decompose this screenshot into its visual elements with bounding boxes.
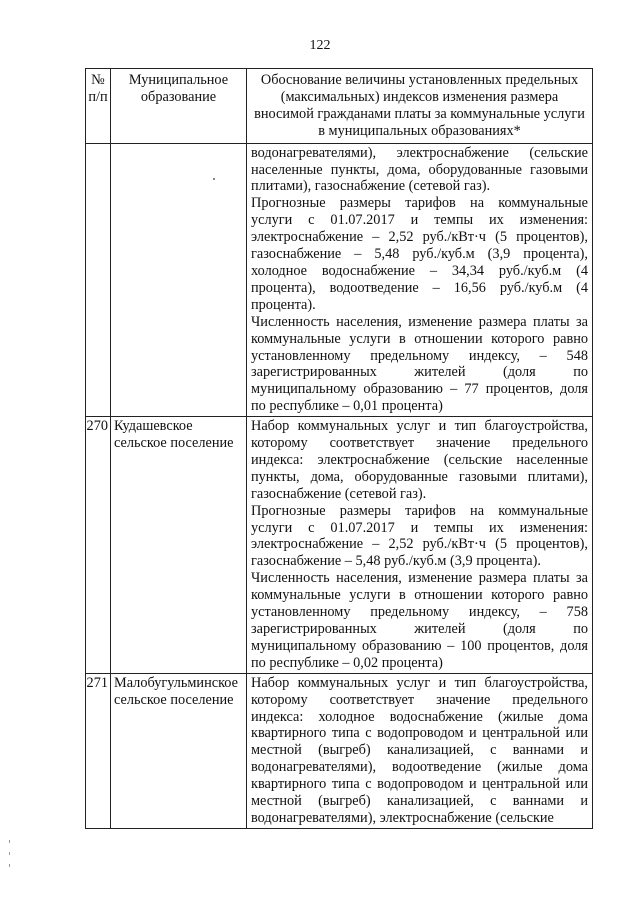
table-row bbox=[86, 143, 593, 417]
header-number: № п/п bbox=[86, 69, 111, 144]
row-justification bbox=[247, 143, 593, 417]
table-row bbox=[86, 417, 593, 674]
scan-speck bbox=[213, 178, 215, 180]
row-municipality bbox=[111, 143, 247, 417]
row-municipality: Малобугульминское сельское поселение bbox=[111, 673, 247, 828]
row-number: 271 bbox=[86, 673, 111, 828]
scan-edge-mark bbox=[9, 852, 10, 855]
justification-paragraph: Набор коммунальных услуг и тип благоустройства, которому соответствует значение предельного индекса: электроснабжение (сельские населенные пункты, дома, оборудованные газовыми плитами), газоснабжение (сетевой газ). bbox=[251, 418, 588, 502]
header-justification: Обоснование величины установленных предельных (максимальных) индексов изменения размера вносимой гражданами платы за коммунальные услуги в муниципальных образованиях* bbox=[247, 69, 593, 144]
justification-paragraph: Численность населения, изменение размера платы за коммунальные услуги в отношении которого равно установленному предельному индексу, – 548 зарегистрированных жителей (доля по муниципальному образованию – 77 процентов, доля по республике – 0,01 процента) bbox=[251, 313, 588, 415]
page-number: 122 bbox=[309, 38, 331, 53]
row-number: 270 bbox=[86, 417, 111, 674]
justification-paragraph: Прогнозные размеры тарифов на коммунальные услуги с 01.07.2017 и темпы их изменения: электроснабжение – 2,52 руб./кВт·ч (5 процентов), газоснабжение – 5,48 руб./куб.м (3,9 процента). bbox=[251, 502, 588, 570]
row-justification bbox=[247, 417, 593, 674]
scan-edge-mark bbox=[9, 840, 10, 843]
row-municipality: Кудашевское сельское поселение bbox=[111, 417, 247, 674]
justification-paragraph: водонагревателями), электроснабжение (сельские населенные пункты, дома, оборудованные газовыми плитами), газоснабжение (сетевой газ). bbox=[251, 144, 588, 195]
row-justification bbox=[247, 673, 593, 828]
header-municipality: Муниципальное образование bbox=[111, 69, 247, 144]
justification-paragraph: Численность населения, изменение размера платы за коммунальные услуги в отношении которого равно установленному предельному индексу, – 758 зарегистрированных жителей (доля по муниципальному образованию – 100 процентов, доля по республике – 0,02 процента) bbox=[251, 570, 588, 671]
justification-paragraph: Прогнозные размеры тарифов на коммунальные услуги с 01.07.2017 и темпы их изменения: электроснабжение – 2,52 руб./кВт·ч (5 процентов), газоснабжение – 5,48 руб./куб.м (3,9 процента), холодное водоснабжение – 34,34 руб./куб.м (4 процента), водоотведение – 16,56 руб./куб.м (4 процента). bbox=[251, 195, 588, 313]
table-header-row bbox=[86, 69, 593, 144]
tariff-justification-table bbox=[85, 68, 593, 829]
scan-edge-mark bbox=[9, 864, 10, 867]
table-row bbox=[86, 673, 593, 828]
justification-paragraph: Набор коммунальных услуг и тип благоустройства, которому соответствует значение предельного индекса: холодное водоснабжение (жилые дома квартирного типа с водопроводом и центральной или местной (выгреб) канализацией, с ваннами и водонагревателями), водоотведение (жилые дома квартирного типа с водопроводом и центральной или местной (выгреб) канализацией, с ваннами и водонагревателями), электроснабжение (сельские bbox=[251, 674, 588, 826]
row-number bbox=[86, 143, 111, 417]
